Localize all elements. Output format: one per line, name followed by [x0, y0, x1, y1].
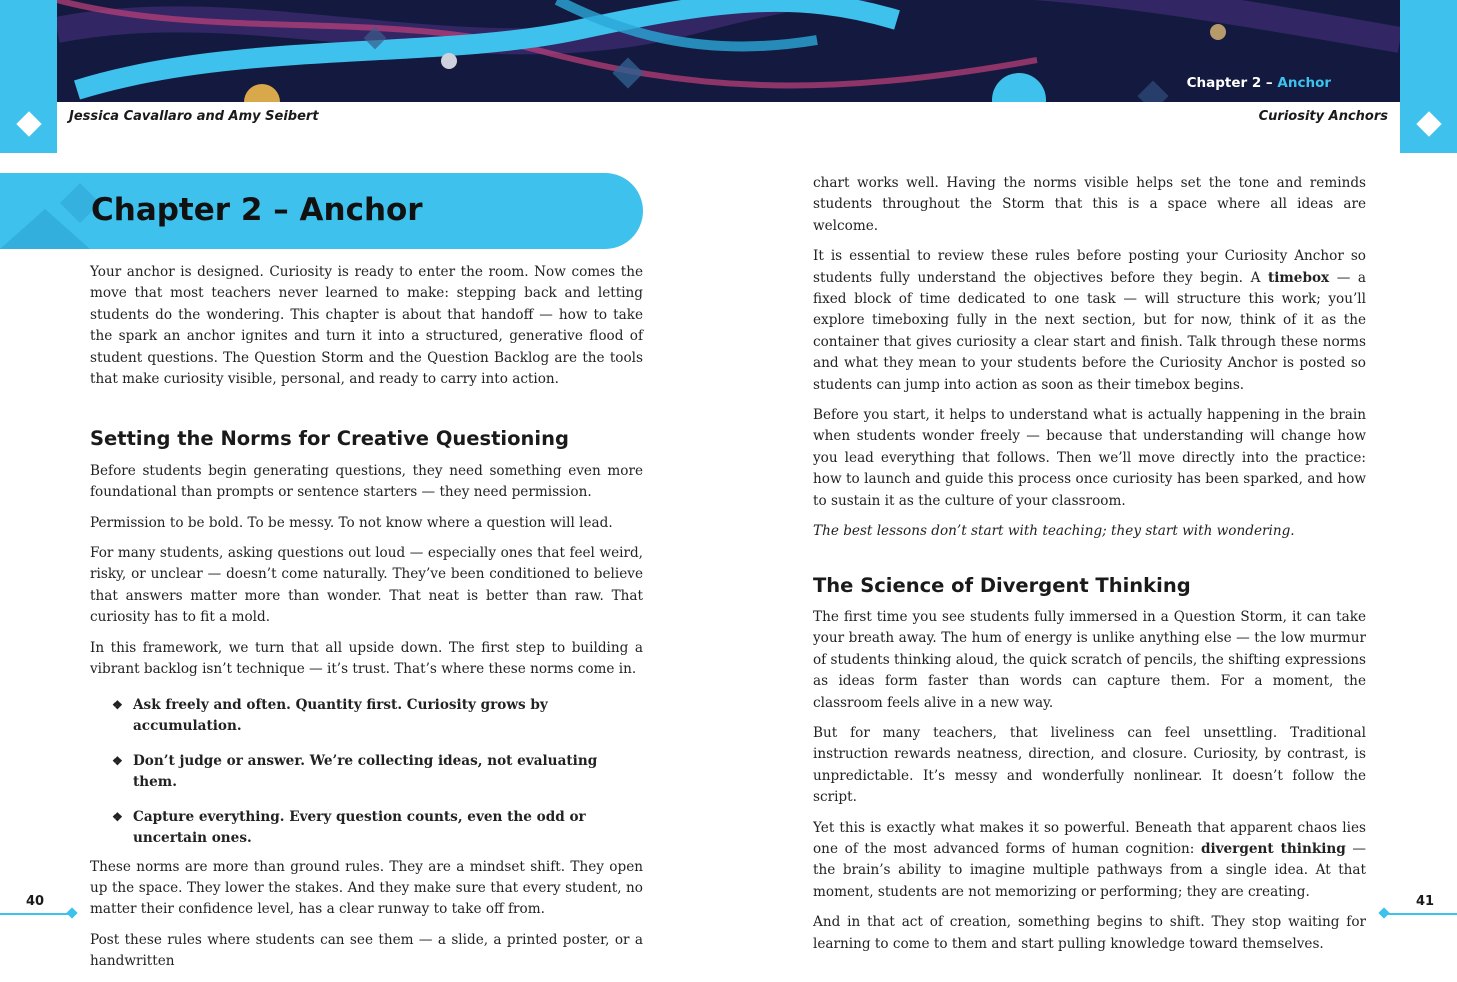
intro-paragraph: Your anchor is designed. Curiosity is ready to enter the room. Now comes the move that most teachers never learned to make: stepping back and letting students do the wondering. This chapter is about that handoff — how to take the spark an anchor ignites and turn it into a structured, generative flood of student questions. The Question Storm and the Question Backlog are the tools that make curiosity visible, personal, and ready to carry into action.: [90, 264, 643, 388]
list-item: [90, 807, 643, 849]
text-run: — a fixed block of time dedicated to one task — will structure this work; you’ll explore timeboxing fully in the next section, but for now, think of it as the container that gives curiosity a clear start and finish. Talk through these norms and what they mean to your students before the Curiosity Anchor is posted so students can jump into action as soon as their timebox begins.: [813, 269, 1367, 393]
list-item: [90, 695, 643, 737]
text-run: It is essential to review these rules before posting your Curiosity Anchor so students fully understand the objectives before they begin. A: [813, 248, 1366, 286]
section-heading-norms: Setting the Norms for Creative Questioning: [90, 427, 569, 451]
diamond-bullet-icon: ❖: [112, 753, 123, 768]
body-paragraph: Before students begin generating questions, they need something even more foundational than prompts or sentence starters — they need permission.: [90, 462, 643, 501]
body-paragraph: Post these rules where students can see them — a slide, a printed poster, or a handwritten: [90, 931, 643, 970]
page-number-left: 40: [26, 894, 45, 909]
diamond-icon: [1416, 111, 1441, 136]
list-item: [90, 751, 643, 793]
body-paragraph: chart works well. Having the norms visible helps set the tone and reminds students throughout the Storm that this is a space where all ideas are welcome.: [813, 175, 1366, 234]
body-paragraph: These norms are more than ground rules. They are a mindset shift. They open up the space. They lower the stakes. And they make sure that every student, no matter their confidence level, has a clear runway to take off from.: [90, 858, 643, 918]
diamond-icon: [66, 907, 77, 918]
pull-quote: The best lessons don’t start with teaching; they start with wondering.: [813, 523, 1295, 540]
diamond-icon: [16, 111, 41, 136]
body-paragraph: In this framework, we turn that all upside down. The first step to building a vibrant backlog isn’t technique — it’s trust. That’s where these norms come in.: [90, 639, 643, 678]
norms-list: [90, 695, 643, 849]
diamond-icon: [1378, 907, 1389, 918]
bold-term: timebox: [1267, 269, 1330, 286]
text-run: — the brain’s ability to imagine multiple pathways from a single idea. At that moment, students are not memorizing or performing; they are creating.: [813, 840, 1366, 900]
left-edge-tab: [0, 0, 57, 153]
diamond-bullet-icon: ❖: [112, 809, 123, 824]
running-chapter-prefix: Chapter 2 –: [1186, 75, 1278, 91]
body-paragraph: The first time you see students fully immersed in a Question Storm, it can take your breath away. The hum of energy is unlike anything else — the low murmur of students thinking aloud, the quick scratch of pencils, the shifting expressions as ideas form faster than words can capture them. For a moment, the classroom feels alive in a new way.: [813, 608, 1366, 711]
left-page-body: [90, 262, 643, 982]
body-paragraph: And in that act of creation, something begins to shift. They stop waiting for learning to come to them and start pulling knowledge toward themselves.: [813, 914, 1366, 952]
right-page-body: [813, 173, 1366, 964]
body-paragraph: But for many teachers, that liveliness can feel unsettling. Traditional instruction rewards neatness, direction, and closure. Curiosity, by contrast, is unpredictable. It’s messy and wonderfully nonlinear. It doesn’t follow the script.: [813, 724, 1366, 806]
body-paragraph: Permission to be bold. To be messy. To not know where a question will lead.: [90, 514, 613, 531]
right-edge-tab: [1400, 0, 1457, 153]
running-book-title: Curiosity Anchors: [1258, 109, 1388, 124]
page-number-right: 41: [1416, 894, 1435, 909]
running-chapter-title: [1187, 75, 1331, 91]
body-paragraph: For many students, asking questions out loud — especially ones that feel weird, risky, or unclear — doesn’t come naturally. They’ve been conditioned to believe that answers matter more than wonder. That neat is better than raw. That curiosity has to fit a mold.: [90, 545, 643, 626]
chapter-title: Chapter 2 – Anchor: [91, 192, 423, 228]
footer-rule-left: [0, 913, 70, 915]
bold-term: divergent thinking: [1200, 840, 1346, 857]
body-paragraph: [813, 246, 1366, 396]
footer-rule-right: [1387, 913, 1457, 915]
list-item-text: Ask freely and often. Quantity first. Curiosity grows by accumulation.: [133, 696, 548, 734]
text-run: Yet this is exactly what makes it so powerful. Beneath that apparent chaos lies one of the most advanced forms of human cognition:: [813, 819, 1366, 857]
body-paragraph: Before you start, it helps to understand what is actually happening in the brain when students wonder freely — because that understanding will change how you lead everything that follows. Then we’ll move directly into the practice: how to launch and guide this process once curiosity has been sparked, and how to sustain it as the culture of your classroom.: [813, 407, 1366, 509]
header-banner-art: [57, 0, 1400, 102]
section-heading-science: The Science of Divergent Thinking: [813, 573, 1191, 597]
running-chapter-accent: Anchor: [1277, 75, 1331, 91]
body-paragraph: [813, 818, 1366, 904]
list-item-text: Don’t judge or answer. We’re collecting ideas, not evaluating them.: [133, 752, 598, 790]
running-author: Jessica Cavallaro and Amy Seibert: [69, 109, 319, 124]
list-item-text: Capture everything. Every question counts, even the odd or uncertain ones.: [133, 808, 586, 846]
diamond-bullet-icon: ❖: [112, 697, 123, 712]
